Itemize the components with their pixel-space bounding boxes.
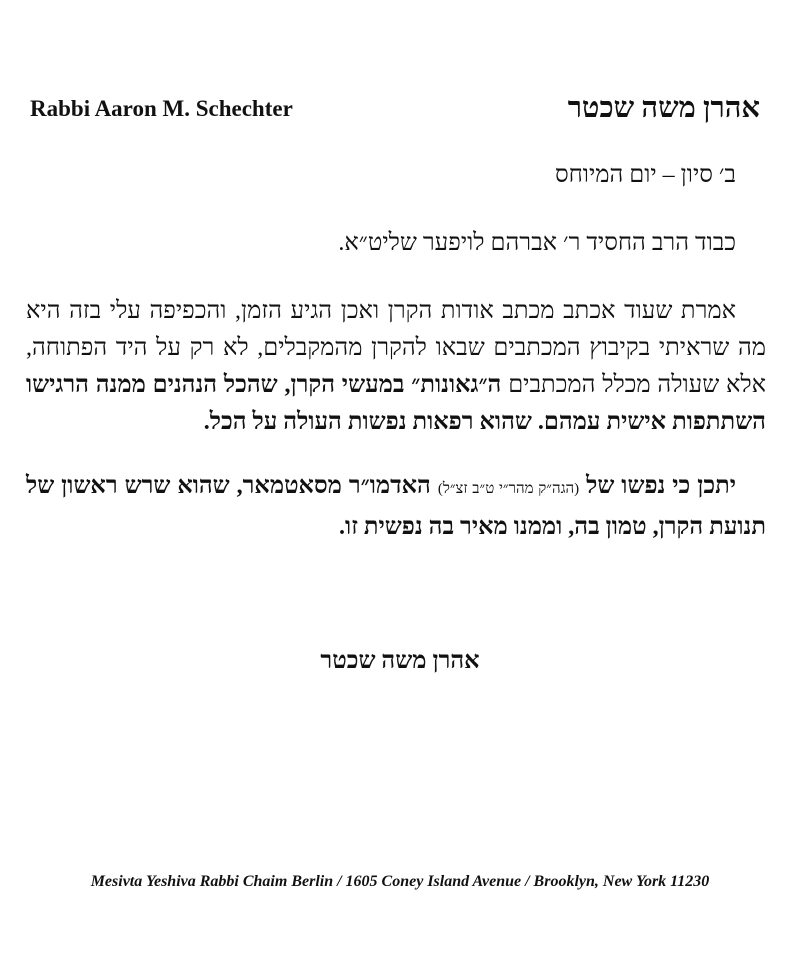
paragraph-2-lead: יתכן כי נפשו של — [586, 473, 737, 499]
paragraph-1-emphasis: ה״גאונות״ במעשי הקרן, שהכל הנהנים ממנה הרגישו השתתפות אישית עמהם. שהוא רפאות נפשות העולה על הכל. — [26, 372, 766, 435]
letterhead-name-english: Rabbi Aaron M. Schechter — [30, 96, 293, 121]
paragraph-2-text: האדמו״ר מסאטמאר, שהוא שרש ראשון של תנועת הקרן, טמון בה, וממנו מאיר בה נפשית זו. — [26, 473, 766, 540]
date-line: ב׳ סיון – יום המיוחס — [554, 162, 736, 188]
footer-address: Mesivta Yeshiva Rabbi Chaim Berlin / 1605 Coney Island Avenue / Brooklyn, New York 11230 — [90, 873, 710, 890]
letterhead-name-hebrew: אהרן משה שכטר — [567, 92, 760, 124]
paragraph-1 — [26, 293, 766, 441]
signature: אהרן משה שכטר — [320, 648, 480, 674]
letter-body — [26, 155, 766, 546]
paragraph-1-text: אמרת שעוד אכתב מכתב אודות הקרן ואכן הגיע הזמן, והכפיפה עלי בזה היא מה שראיתי בקיבוץ המכתבים שבאו להקרן מהמקבלים, לא רק על היד הפתוחה, אלא שעולה מכלל המכתבים — [26, 298, 767, 398]
paragraph-2 — [26, 467, 766, 546]
paragraph-2-parenthetical: (הגה״ק מהר״י ט״ב זצ״ל) — [437, 481, 580, 497]
salutation: כבוד הרב החסיד ר׳ אברהם לויפער שליט״א. — [338, 230, 736, 256]
